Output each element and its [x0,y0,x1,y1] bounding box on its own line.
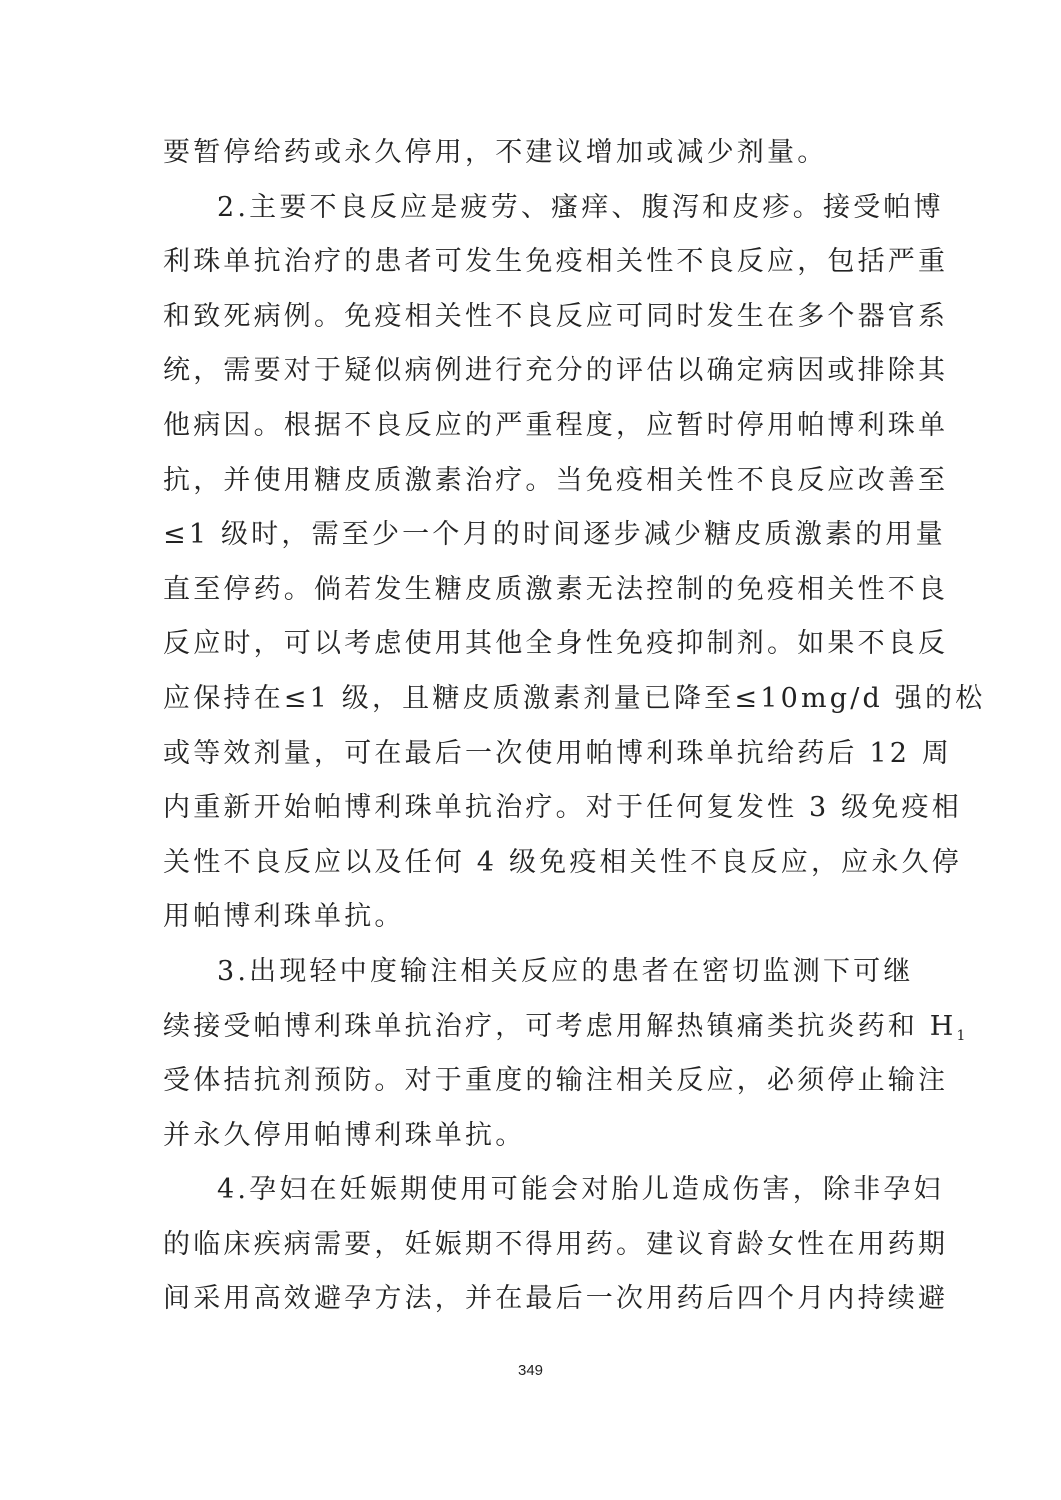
text-line: 和致死病例。免疫相关性不良反应可同时发生在多个器官系 [163,300,949,332]
text-line: 要暂停给药或永久停用，不建议增加或减少剂量。 [163,137,828,168]
text-line: 统，需要对于疑似病例进行充分的评估以确定病因或排除其 [163,355,949,387]
text-line: 抗，并使用糖皮质激素治疗。当免疫相关性不良反应改善至 [163,464,949,496]
text-line: 并永久停用帕博利珠单抗。 [163,1119,526,1151]
body-text [163,126,986,1327]
text-line: 用帕博利珠单抗。 [163,901,405,933]
text-line: 内重新开始帕博利珠单抗治疗。对于任何复发性 3 级免疫相 [163,792,962,824]
text-line: 直至停药。倘若发生糖皮质激素无法控制的免疫相关性不良 [163,573,949,605]
paragraph-2-start: 2.主要不良反应是疲劳、瘙痒、腹泻和皮疹。接受帕博 [217,191,944,223]
text-line: 间采用高效避孕方法，并在最后一次用药后四个月内持续避 [163,1283,949,1315]
text-line: 他病因。根据不良反应的严重程度，应暂时停用帕博利珠单 [163,409,949,441]
h1-subscript: 1 [956,1027,966,1044]
paragraph-4-start: 4.孕妇在妊娠期使用可能会对胎儿造成伤害，除非孕妇 [217,1174,944,1206]
text-line-h1-text: 续接受帕博利珠单抗治疗，可考虑用解热镇痛类抗炎药和 H [163,1010,957,1042]
paragraph-3-start: 3.出现轻中度输注相关反应的患者在密切监测下可继 [217,955,914,987]
text-line: 关性不良反应以及任何 4 级免疫相关性不良反应，应永久停 [163,846,962,878]
page-number: 349 [517,1362,544,1379]
text-line: 反应时，可以考虑使用其他全身性免疫抑制剂。如果不良反 [163,628,949,660]
text-line: 或等效剂量，可在最后一次使用帕博利珠单抗给药后 12 周 [163,737,953,769]
text-line: 利珠单抗治疗的患者可发生免疫相关性不良反应，包括严重 [163,246,949,278]
text-line: ≤1 级时，需至少一个月的时间逐步减少糖皮质激素的用量 [163,519,946,551]
text-line: 受体拮抗剂预防。对于重度的输注相关反应，必须停止输注 [163,1065,949,1097]
text-line-h1 [163,1000,966,1055]
text-line: 的临床疾病需要，妊娠期不得用药。建议育龄女性在用药期 [163,1228,949,1260]
text-line: 应保持在≤1 级，且糖皮质激素剂量已降至≤10mg/d 强的松 [163,682,986,714]
